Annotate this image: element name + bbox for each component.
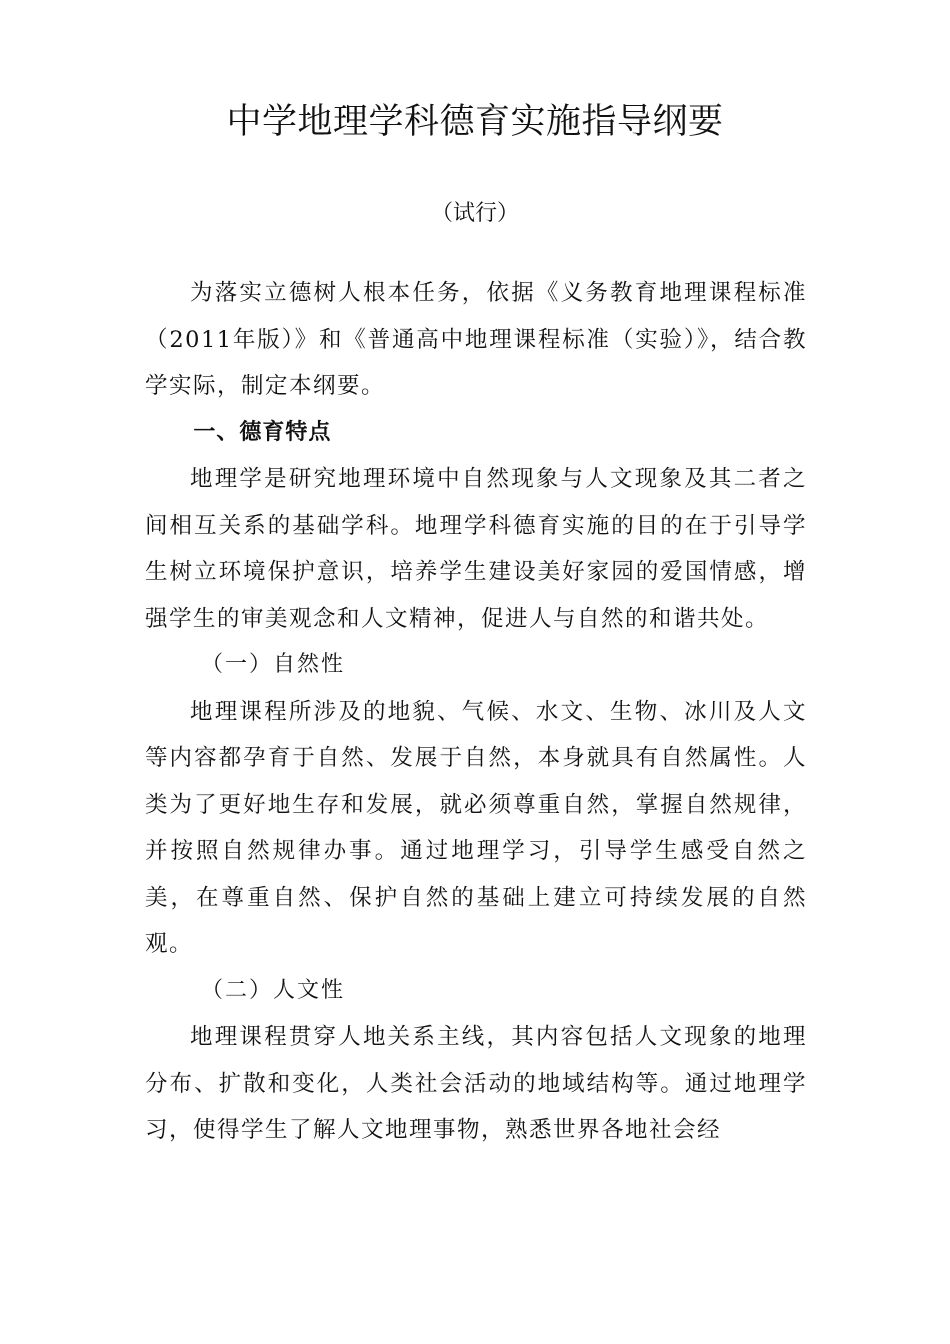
subsection-paragraph-humanistic: 地理课程贯穿人地关系主线，其内容包括人文现象的地理分布、扩散和变化，人类社会活动的地域结构等。通过地理学习，使得学生了解人文地理事物，熟悉世界各地社会经 <box>145 1024 807 1143</box>
document-body <box>145 270 807 1154</box>
subsection-heading-humanistic: （二）人文性 <box>201 977 346 1003</box>
document-subtitle: （试行） <box>430 201 519 226</box>
section-heading-moral-features: 一、德育特点 <box>193 419 332 445</box>
section-paragraph-moral-features: 地理学是研究地理环境中自然现象与人文现象及其二者之间相互关系的基础学科。地理学科德育实施的目的在于引导学生树立环境保护意识，培养学生建设美好家园的爱国情感，增强学生的审美观念和人文精神，促进人与自然的和谐共处。 <box>145 466 807 632</box>
document-title: 中学地理学科德育实施指导纲要 <box>226 102 724 142</box>
subsection-paragraph-naturalness: 地理课程所涉及的地貌、气候、水文、生物、冰川及人文等内容都孕育于自然、发展于自然，本身就具有自然属性。人类为了更好地生存和发展，就必须尊重自然，掌握自然规律，并按照自然规律办事。通过地理学习，引导学生感受自然之美，在尊重自然、保护自然的基础上建立可持续发展的自然观。 <box>145 698 807 957</box>
intro-paragraph: 为落实立德树人根本任务，依据《义务教育地理课程标准（2011年版）》和《普通高中地理课程标准（实验）》，结合教学实际，制定本纲要。 <box>145 280 807 399</box>
subsection-heading-naturalness: （一）自然性 <box>201 652 346 677</box>
